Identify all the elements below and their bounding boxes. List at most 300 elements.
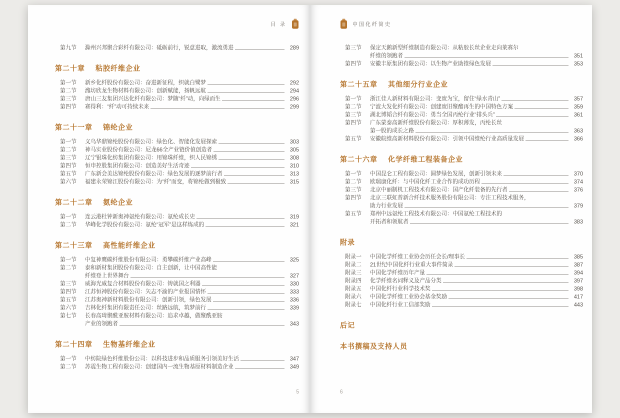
- leader-line: [504, 175, 569, 176]
- leader-line: [496, 116, 568, 117]
- entry-page-number: 299: [289, 104, 299, 110]
- entry-page-number: 361: [573, 112, 583, 118]
- toc-entry-line: [60, 256, 299, 264]
- leader-line: [427, 274, 569, 275]
- entry-page-number: 315: [289, 179, 299, 185]
- entry-text: 华峰化学股份有限公司：氨纶“冠军”是这样炼成的: [85, 222, 205, 228]
- entry-page-number: 330: [289, 281, 299, 287]
- toc-page-left: [28, 5, 310, 413]
- entry-page-number: 385: [573, 254, 583, 260]
- entry-page-number: 417: [573, 294, 583, 300]
- toc-entry-line: [345, 95, 583, 103]
- toc-entry: [60, 304, 299, 312]
- chapter-number: 第二十三章: [55, 241, 93, 249]
- entry-text: 浙江佳人新材料有限公司：变废为宝，留住“绿水青山”: [370, 96, 501, 102]
- chapter-heading: [340, 237, 583, 247]
- entry-text: 义乌华鼎锦纶股份有限公司：绿色化、智能化发展探索: [85, 139, 217, 145]
- toc-entry-line: [345, 119, 583, 127]
- leader-line: [213, 261, 285, 262]
- chapter-heading: [55, 240, 299, 250]
- toc-entry-line: [60, 288, 299, 296]
- toc-entry-line: [345, 111, 583, 119]
- toc-entry-line: [60, 170, 299, 178]
- toc-entry: [60, 213, 299, 221]
- toc-entry: [60, 138, 299, 146]
- leader-line: [206, 226, 285, 227]
- entry-page-number: 319: [289, 214, 299, 220]
- right-page-header: [340, 18, 583, 29]
- toc-entry: [60, 264, 299, 280]
- chapter-number: 第二十五章: [340, 80, 378, 88]
- right-footer-page-number: 6: [340, 389, 343, 395]
- entry-label: 第五节: [345, 211, 362, 217]
- entry-page-number: 379: [573, 203, 583, 209]
- chapter-title: 生物基纤维企业: [102, 340, 156, 348]
- toc-entry: [60, 146, 299, 154]
- toc-entry-line-2: [60, 272, 299, 280]
- toc-entry-line-2: [345, 218, 583, 226]
- leader-line: [151, 108, 285, 109]
- toc-page-right: [310, 5, 592, 413]
- entry-page-number: 313: [289, 171, 299, 177]
- entry-page-number: 339: [289, 305, 299, 311]
- entry-label: 第七节: [60, 313, 77, 319]
- leader-line: [222, 100, 284, 101]
- leader-line: [208, 309, 285, 310]
- leader-line: [482, 183, 569, 184]
- entry-text: 中国化学纤维历年产量: [370, 270, 425, 276]
- entry-label: 第四节: [345, 61, 362, 67]
- toc-entry: [345, 301, 583, 309]
- toc-entry-line: [60, 221, 299, 229]
- entry-label-spacer: [345, 202, 370, 210]
- chapter-title: 后记: [340, 321, 355, 329]
- entry-text: 潍坊欣龙生物材料有限公司：创新赋能，扬帆远航: [85, 88, 206, 94]
- entry-label: 第五节: [60, 171, 77, 177]
- entry-text: 唐山三友集团兴达化纤有限公司：梦随“纤”动，向绿而生: [85, 96, 221, 102]
- entry-page-number: 394: [573, 270, 583, 276]
- chapter-number: 第二十四章: [55, 340, 93, 348]
- toc-entry-line: [60, 264, 299, 272]
- entry-text: 中国化学纤维工业协会历任会长/理事长: [370, 254, 466, 260]
- toc-entry: [345, 269, 583, 277]
- left-toc-content: [55, 44, 299, 371]
- entry-label: 第四节: [345, 195, 362, 201]
- toc-entry-line: [60, 103, 299, 111]
- toc-entry: [60, 170, 299, 178]
- entry-label: 第一节: [345, 96, 362, 102]
- entry-page-number: 353: [573, 61, 583, 67]
- entry-label: 第三节: [60, 96, 77, 102]
- entry-text-continued: 纤维登上世界舞台: [85, 273, 129, 279]
- entry-label: 第二节: [60, 222, 77, 228]
- chapter-title: 化学纤维工程装备企业: [387, 155, 463, 163]
- leader-line: [455, 266, 569, 267]
- entry-label: 第四节: [60, 163, 77, 169]
- leader-line: [467, 258, 569, 259]
- toc-entry: [60, 178, 299, 186]
- entry-text: 江苏恒神股份有限公司：矢志不渝的产业报国情怀: [85, 289, 206, 295]
- entry-label: 第二节: [60, 147, 77, 153]
- toc-entry-line: [345, 44, 583, 52]
- leader-line: [443, 282, 569, 283]
- toc-entry: [345, 277, 583, 285]
- toc-entry-line: [345, 210, 583, 218]
- toc-entry-line-2: [345, 202, 583, 210]
- entry-text: 神马实业股份有限公司：尼龙66全产业链价值创造者: [85, 147, 213, 153]
- toc-entry-line: [345, 301, 583, 309]
- leader-line: [213, 301, 285, 302]
- toc-entry-line: [60, 95, 299, 103]
- seal-icon: [292, 18, 300, 29]
- entry-label: 第三节: [345, 112, 362, 118]
- toc-entry-line-2: [345, 52, 583, 60]
- entry-label: 第五节: [345, 136, 362, 142]
- leader-line: [131, 277, 285, 278]
- entry-label: 第二节: [60, 265, 77, 271]
- leader-line: [416, 132, 569, 133]
- entry-page-number: 308: [289, 155, 299, 161]
- chapter-number: 第二十章: [55, 64, 85, 72]
- toc-entry-line: [345, 293, 583, 301]
- toc-entry: [345, 285, 583, 293]
- entry-text: 北京中丽制机工程技术有限公司：国产化纤装备的先行者: [370, 187, 508, 193]
- leader-line: [405, 207, 569, 208]
- entry-text: 湖北博韬合纤有限公司：勇当全国丙纶行业“排头兵”: [370, 112, 495, 118]
- toc-entry-line: [345, 261, 583, 269]
- entry-label: 第九节: [60, 45, 77, 51]
- chapter-number: 第二十六章: [340, 155, 378, 163]
- entry-label-spacer: [60, 320, 85, 328]
- chapter-heading: [340, 320, 583, 330]
- toc-entry: [345, 170, 583, 178]
- toc-entry-line: [60, 154, 299, 162]
- entry-label-spacer: [60, 272, 85, 280]
- toc-entry-line: [345, 103, 583, 111]
- entry-label: 附录五: [345, 286, 362, 292]
- toc-entry-line: [60, 138, 299, 146]
- leader-line: [449, 298, 569, 299]
- entry-label: 第二节: [345, 104, 362, 110]
- leader-line: [493, 65, 569, 66]
- toc-entry-line: [345, 194, 583, 202]
- toc-entry: [60, 162, 299, 170]
- toc-entry-line-2: [345, 127, 583, 135]
- toc-entry: [345, 178, 583, 186]
- entry-page-number: 370: [573, 171, 583, 177]
- toc-entry-line: [345, 60, 583, 68]
- chapter-title: 氨纶企业: [102, 198, 133, 206]
- entry-page-number: 359: [573, 104, 583, 110]
- entry-label: 第一节: [60, 356, 77, 362]
- chapter-number: 第二十一章: [55, 123, 93, 131]
- leader-line: [432, 290, 569, 291]
- entry-text: 中纺院绿色纤维股份公司：以科技进步和品质服务引领美好生活: [85, 356, 239, 362]
- entry-page-number: 327: [289, 273, 299, 279]
- entry-text: 安徽皖维高新材料股份有限公司：引领中国维纶行业高质量发展: [370, 136, 524, 142]
- entry-text-continued: 产业的领跑者: [85, 321, 118, 327]
- entry-page-number: 366: [573, 136, 583, 142]
- toc-entry-line: [60, 312, 299, 320]
- entry-text-continued: 第一股的成长之路: [370, 128, 414, 134]
- entry-text: 江苏奥神新材料股份有限公司：创新引领，绿色发展: [85, 297, 212, 303]
- leader-line: [202, 285, 285, 286]
- leader-line: [228, 183, 285, 184]
- toc-entry-line: [60, 178, 299, 186]
- leader-line: [515, 108, 569, 109]
- entry-page-number: 294: [289, 88, 299, 94]
- toc-entry-line: [60, 304, 299, 312]
- entry-page-number: 325: [289, 257, 299, 263]
- chapter-heading: [55, 197, 299, 207]
- entry-page-number: 321: [289, 222, 299, 228]
- toc-entry: [60, 103, 299, 111]
- leader-line: [410, 223, 569, 224]
- entry-page-number: 303: [289, 139, 299, 145]
- toc-entry: [60, 256, 299, 264]
- toc-entry: [60, 288, 299, 296]
- entry-page-number: 296: [289, 96, 299, 102]
- toc-entry: [60, 79, 299, 87]
- entry-label: 第二节: [60, 364, 77, 370]
- chapter-title: 其他细分行业企业: [387, 80, 448, 88]
- entry-label: 第六节: [60, 305, 77, 311]
- entry-page-number: 310: [289, 163, 299, 169]
- toc-entry-line: [345, 178, 583, 186]
- entry-text: 宁波大发化纤有限公司：创建废旧聚酯再生的中国特色方案: [370, 104, 513, 110]
- entry-label: 附录一: [345, 254, 362, 260]
- leader-line: [235, 49, 285, 50]
- entry-text: 滁州兴邦聚合彩纤有限公司：砥砺前行，锐意进取，激流勇进: [85, 45, 234, 51]
- left-page-header: [55, 18, 299, 29]
- entry-page-number: 289: [289, 45, 299, 51]
- entry-label: 第三节: [60, 281, 77, 287]
- toc-entry: [345, 95, 583, 103]
- entry-label: 第四节: [60, 104, 77, 110]
- entry-text: 威海光威复合材料股份有限公司：铸就国之利器: [85, 281, 201, 287]
- entry-text: 广东蒙泰高新纤维股份有限公司：厚积薄发，丙纶长丝: [370, 120, 502, 126]
- entry-text: 北京三联虹普新合纤技术服务股份有限公司：专注工程技术服务，: [370, 195, 530, 201]
- toc-entry-line: [345, 269, 583, 277]
- entry-text: 福建永荣锦江股份有限公司：为“纤”而变，将锦纶做到极致: [85, 179, 227, 185]
- entry-text: 苏震生物工程有限公司：创建国内一流生物基原材料制造企业: [85, 364, 234, 370]
- toc-entry: [60, 95, 299, 103]
- entry-text-continued: 助力行业发展: [370, 203, 403, 209]
- entry-text: 赛得利：“纤”动可持续未来: [85, 104, 150, 110]
- leader-line: [502, 100, 569, 101]
- entry-text: 欧瑞康化纤：与中国化纤工业合作的成功历程: [370, 179, 480, 185]
- chapter-heading: [55, 63, 299, 73]
- toc-entry-line: [345, 277, 583, 285]
- chapter-number: 第二十二章: [55, 198, 93, 206]
- leader-line: [219, 143, 285, 144]
- entry-text-continued: 纤维的领跑者: [370, 53, 403, 59]
- toc-entry-line: [345, 253, 583, 261]
- toc-entry-line: [345, 135, 583, 143]
- toc-entry: [60, 221, 299, 229]
- seal-icon: [340, 18, 348, 29]
- chapter-heading: [55, 122, 299, 132]
- entry-page-number: 349: [289, 364, 299, 370]
- toc-entry: [60, 44, 299, 52]
- entry-page-number: 398: [573, 286, 583, 292]
- entry-label: 第一节: [345, 171, 362, 177]
- entry-text: 泰和新材集团股份有限公司：自主创新，让中国高性能: [85, 265, 217, 271]
- toc-entry-line: [60, 213, 299, 221]
- entry-label: 第一节: [60, 214, 77, 220]
- entry-text: 广东新会美达锦纶股份有限公司：绿色发展的逐梦前行者: [85, 171, 223, 177]
- toc-entry-line: [60, 355, 299, 363]
- toc-entry: [60, 154, 299, 162]
- entry-page-number: 347: [289, 356, 299, 362]
- toc-entry: [345, 194, 583, 210]
- entry-label-spacer: [345, 127, 370, 135]
- toc-entry: [345, 210, 583, 226]
- entry-label: 第四节: [60, 289, 77, 295]
- entry-text: 新乡化纤股份有限公司：奋进新征程，织就白鹭梦: [85, 80, 206, 86]
- entry-page-number: 333: [289, 289, 299, 295]
- entry-text-continued: 开拓者和领航者: [370, 219, 409, 225]
- entry-label: 第五节: [60, 297, 77, 303]
- toc-entry-line: [60, 280, 299, 288]
- leader-line: [235, 368, 285, 369]
- toc-entry: [345, 135, 583, 143]
- right-header-title: 中国化纤简史: [352, 21, 392, 28]
- entry-label: 第一节: [60, 80, 77, 86]
- entry-text: 保定天鹅新型纤维制造有限公司：从粘胶长丝企业走向莱赛尔: [370, 45, 519, 51]
- leader-line: [509, 191, 569, 192]
- leader-line: [120, 325, 285, 326]
- toc-entry: [345, 261, 583, 269]
- toc-entry: [60, 296, 299, 304]
- toc-entry: [60, 355, 299, 363]
- toc-entry: [60, 87, 299, 95]
- entry-label: 第二节: [345, 179, 362, 185]
- toc-entry: [60, 280, 299, 288]
- chapter-title: 锦纶企业: [102, 123, 133, 131]
- entry-label-spacer: [345, 52, 370, 60]
- leader-line: [208, 92, 285, 93]
- entry-page-number: 376: [573, 187, 583, 193]
- chapter-title: 本书撰稿及支持人员: [340, 342, 408, 350]
- toc-entry: [345, 119, 583, 135]
- entry-text: 中国化纤行业工信部奖励: [370, 302, 431, 308]
- toc-entry: [345, 253, 583, 261]
- chapter-title: 高性能纤维企业: [102, 241, 156, 249]
- entry-page-number: 351: [573, 53, 583, 59]
- chapter-heading: [55, 339, 299, 349]
- leader-line: [526, 140, 569, 141]
- toc-entry-line: [60, 44, 299, 52]
- entry-label: 第六节: [60, 179, 77, 185]
- entry-label: 第三节: [60, 155, 77, 161]
- entry-label: 附录三: [345, 270, 362, 276]
- entry-text: 郑州中远氨纶工程技术有限公司：中国氨纶工程技术的: [370, 211, 502, 217]
- toc-entry-line: [60, 79, 299, 87]
- toc-entry-line: [60, 296, 299, 304]
- entry-label: 附录七: [345, 302, 362, 308]
- entry-page-number: 292: [289, 80, 299, 86]
- toc-entry-line: [60, 146, 299, 154]
- toc-entry: [345, 44, 583, 60]
- toc-entry-line: [60, 162, 299, 170]
- entry-page-number: 374: [573, 179, 583, 185]
- entry-text: 连云港杜钟新奥神氨纶有限公司：氨纶成长史: [85, 214, 195, 220]
- leader-line: [224, 175, 285, 176]
- entry-label: 附录六: [345, 294, 362, 300]
- entry-text: 化学纤维名词释义及产品分类: [370, 278, 442, 284]
- entry-text: 长春高琦聚酰亚胺材料有限公司：追求卓越，做聚酰亚胺: [85, 313, 223, 319]
- leader-line: [208, 84, 285, 85]
- chapter-heading: [340, 154, 583, 164]
- entry-page-number: 336: [289, 297, 299, 303]
- entry-page-number: 363: [573, 128, 583, 134]
- entry-label: 第二节: [60, 88, 77, 94]
- entry-page-number: 357: [573, 96, 583, 102]
- leader-line: [432, 306, 569, 307]
- entry-page-number: 383: [573, 219, 583, 225]
- toc-entry: [345, 60, 583, 68]
- entry-page-number: 343: [289, 321, 299, 327]
- entry-text: 中国化学纤维工业协会基金奖励: [370, 294, 447, 300]
- entry-text: 中国化纤行业科学技术奖: [370, 286, 431, 292]
- entry-text: 恒申控股集团有限公司：创造美好生活奇迹: [85, 163, 190, 169]
- toc-entry: [345, 111, 583, 119]
- toc-entry-line: [345, 170, 583, 178]
- entry-label: 附录二: [345, 262, 362, 268]
- entry-text: 21世纪中国化纤行业重大事件简录: [370, 262, 454, 268]
- entry-label: 第三节: [345, 45, 362, 51]
- entry-page-number: 397: [573, 278, 583, 284]
- entry-page-number: 443: [573, 302, 583, 308]
- toc-entry-line: [345, 285, 583, 293]
- toc-entry: [345, 293, 583, 301]
- entry-page-number: 305: [289, 147, 299, 153]
- toc-entry: [345, 186, 583, 194]
- book-spread: [28, 5, 592, 413]
- entry-label: 第一节: [60, 139, 77, 145]
- entry-label: 附录四: [345, 278, 362, 284]
- entry-text: 中复神鹰碳纤维股份有限公司：勇攀碳纤维产业高峰: [85, 257, 212, 263]
- toc-entry: [345, 103, 583, 111]
- leader-line: [219, 159, 285, 160]
- entry-text: 安徽丰原集团有限公司：以生物产业助推绿色发展: [370, 61, 491, 67]
- entry-text: 辽宁银珠化纺集团有限公司：用锦珠纤维，织人民锦绣: [85, 155, 217, 161]
- leader-line: [191, 167, 285, 168]
- entry-label: 第一节: [60, 257, 77, 263]
- entry-page-number: 387: [573, 262, 583, 268]
- chapter-heading: [340, 341, 583, 351]
- entry-text: 中国昆仑工程有限公司：圆梦绿色发展，创新引领未来: [370, 171, 502, 177]
- leader-line: [241, 360, 285, 361]
- toc-entry-line: [60, 363, 299, 371]
- toc-entry-line: [345, 186, 583, 194]
- toc-entry-line: [60, 87, 299, 95]
- entry-label-spacer: [345, 218, 370, 226]
- toc-entry: [60, 312, 299, 328]
- entry-text: 吉林化纤集团有限责任公司：丝路远航，筑梦前行: [85, 305, 206, 311]
- leader-line: [208, 293, 285, 294]
- chapter-title: 附录: [340, 238, 355, 246]
- chapter-heading: [340, 79, 583, 89]
- entry-label: 第四节: [345, 120, 362, 126]
- leader-line: [197, 218, 285, 219]
- right-toc-content: [340, 44, 583, 351]
- toc-entry: [60, 363, 299, 371]
- toc-entry-line-2: [60, 320, 299, 328]
- entry-label: 第三节: [345, 187, 362, 193]
- leader-line: [214, 151, 285, 152]
